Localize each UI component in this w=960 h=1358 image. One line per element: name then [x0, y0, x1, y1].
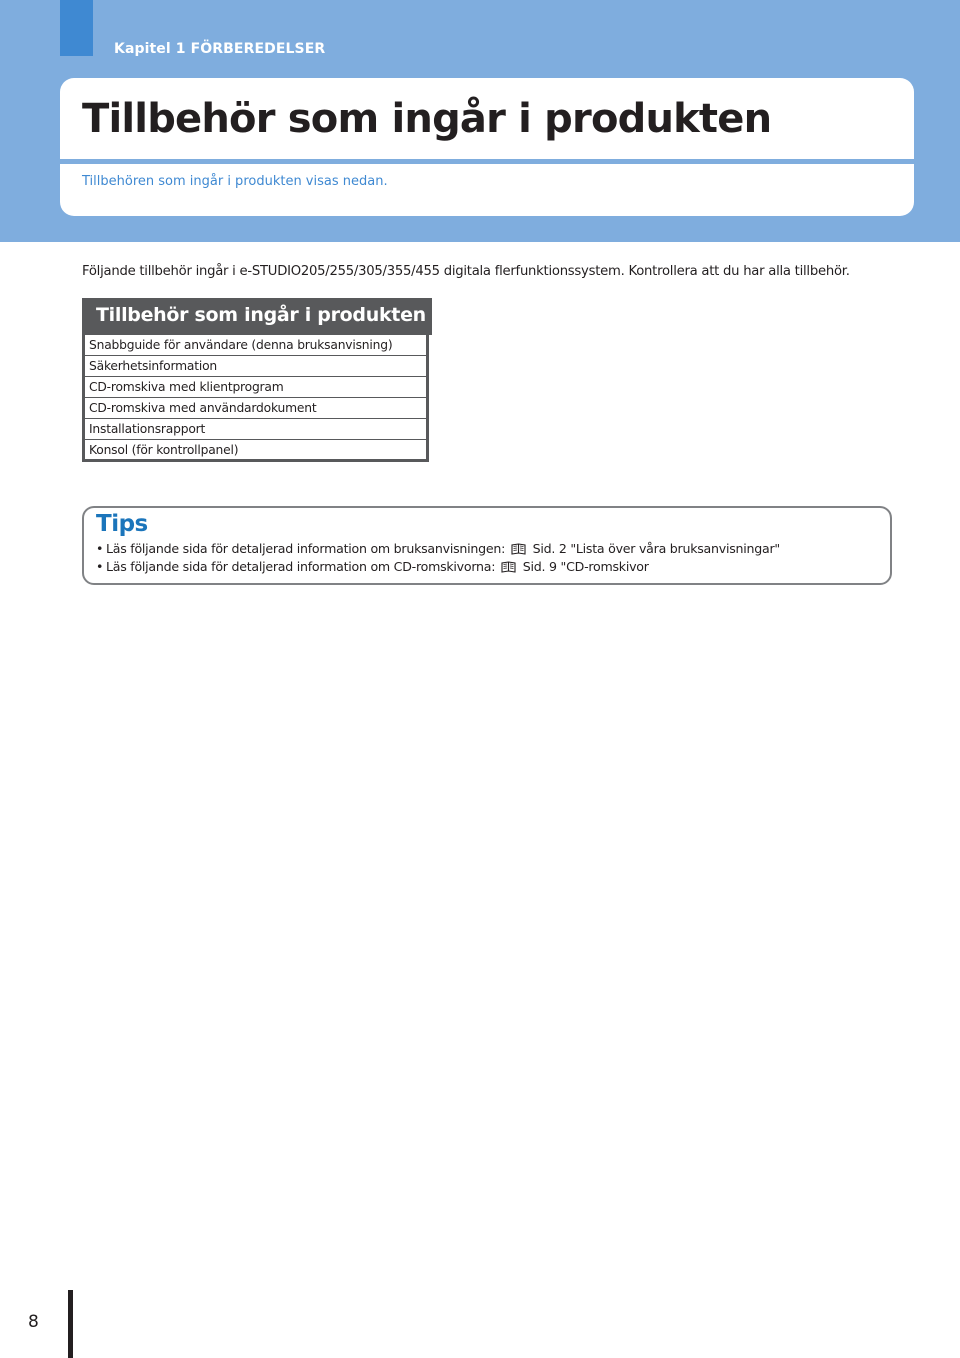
accessories-table-body [82, 335, 429, 462]
accessory-row: Konsol (för kontrollpanel) [89, 443, 239, 457]
accessory-row: CD-romskiva med användardokument [85, 398, 426, 419]
tip-item [96, 541, 780, 556]
tip-item [96, 559, 649, 574]
page-title: Tillbehör som ingår i produkten [82, 96, 772, 142]
chapter-tab-marker [60, 0, 93, 56]
bullet: • [96, 559, 104, 574]
accessories-table-heading-text: Tillbehör som ingår i produkten [96, 304, 426, 326]
accessory-row: Säkerhetsinformation [85, 356, 426, 377]
accessories-table-heading [82, 298, 432, 335]
tip-page-link[interactable]: Sid. 2 "Lista över våra bruksanvisningar" [532, 541, 780, 556]
chapter-label: Kapitel 1 FÖRBEREDELSER [114, 41, 326, 57]
title-divider [60, 159, 914, 164]
accessory-row: Installationsrapport [85, 419, 426, 440]
book-icon [511, 543, 526, 555]
accessory-row: CD-romskiva med klientprogram [85, 377, 426, 398]
title-card [60, 78, 914, 216]
page-number: 8 [28, 1312, 39, 1332]
bullet: • [96, 541, 104, 556]
page-subtitle: Tillbehören som ingår i produkten visas nedan. [82, 174, 388, 189]
book-icon [501, 561, 516, 573]
tip-text: Läs följande sida för detaljerad information om bruksanvisningen: [106, 541, 506, 556]
tips-title: Tips [96, 511, 148, 537]
tips-box [82, 506, 892, 585]
intro-paragraph: Följande tillbehör ingår i e-STUDIO205/255/305/355/455 digitala flerfunktionssystem. Kontrollera att du har alla tillbehör. [82, 264, 850, 279]
tip-text: Läs följande sida för detaljerad information om CD-romskivorna: [106, 559, 496, 574]
accessory-row: Snabbguide för användare (denna bruksanvisning) [85, 335, 426, 356]
page-number-rule [68, 1290, 73, 1358]
tip-page-link[interactable]: Sid. 9 "CD-romskivor [522, 559, 649, 574]
